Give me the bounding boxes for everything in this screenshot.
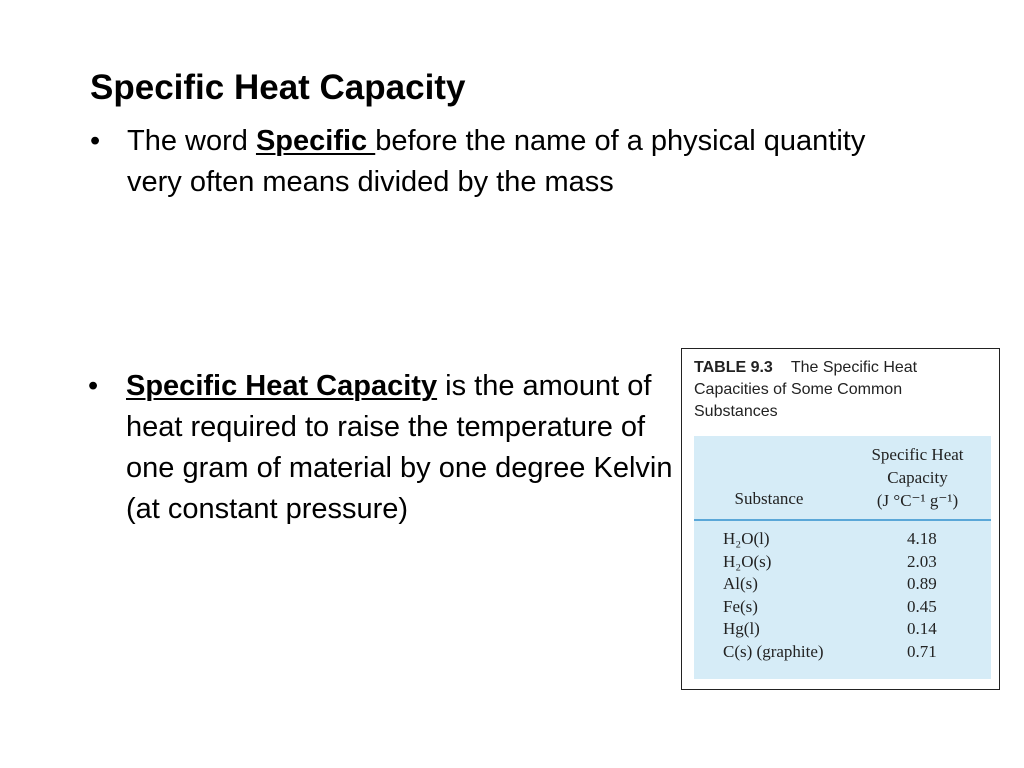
substance-cell: H₂O(s)	[723, 551, 772, 571]
table-row	[694, 551, 991, 574]
specific-heat-cell: 2.03	[907, 551, 937, 571]
table-row	[694, 573, 991, 596]
bullet-text-lead: The word	[127, 125, 256, 157]
bullet-text	[90, 121, 900, 203]
table-row	[694, 596, 991, 619]
table-caption-text: The Specific Heat Capacities of Some Common Substances	[694, 359, 918, 420]
specific-heat-cell: 4.18	[907, 529, 937, 548]
slide-title: Specific Heat Capacity	[90, 68, 466, 107]
table-row	[694, 618, 991, 641]
specific-heat-cell: 0.71	[907, 641, 937, 661]
column-header-line: Capacity	[887, 468, 948, 487]
table-caption	[694, 357, 984, 423]
substance-cell: Al(s)	[723, 574, 758, 593]
bullet-marker: •	[88, 370, 99, 402]
table-label: TABLE 9.3	[694, 359, 773, 376]
table-row	[694, 641, 991, 664]
bullet-marker: •	[90, 125, 101, 157]
bullet-text-rest: is the amount of heat required to raise the temperature of one gram of material by one degree Kelvin (at constant pressure)	[126, 370, 673, 525]
specific-heat-cell: 0.14	[907, 619, 937, 638]
table-row	[694, 528, 991, 551]
specific-heat-table	[681, 348, 1000, 690]
header-divider	[694, 519, 991, 521]
bullet-text-rest: before the name of a physical quantity very often means divided by the mass	[127, 125, 866, 198]
substance-cell: Fe(s)	[723, 596, 758, 616]
term-specific: Specific	[255, 125, 376, 157]
bullet-specific-definition	[90, 121, 900, 203]
substance-cell: C(s) (graphite)	[723, 641, 824, 661]
table-rows	[694, 528, 991, 663]
bullet-heat-capacity-definition	[88, 366, 678, 530]
column-header-units: (J °C⁻¹ g⁻¹)	[876, 491, 959, 510]
column-header-substance: Substance	[734, 489, 804, 508]
column-header-specific-heat	[844, 443, 991, 512]
column-header-line: Specific Heat	[871, 445, 964, 464]
bullet-text	[88, 366, 678, 530]
specific-heat-cell: 0.45	[907, 596, 937, 616]
specific-heat-cell: 0.89	[907, 574, 937, 593]
table-body	[694, 436, 991, 679]
substance-cell: H₂O(l)	[723, 529, 770, 548]
term-specific-heat-capacity: Specific Heat Capacity	[126, 370, 438, 402]
substance-cell: Hg(l)	[723, 619, 760, 638]
